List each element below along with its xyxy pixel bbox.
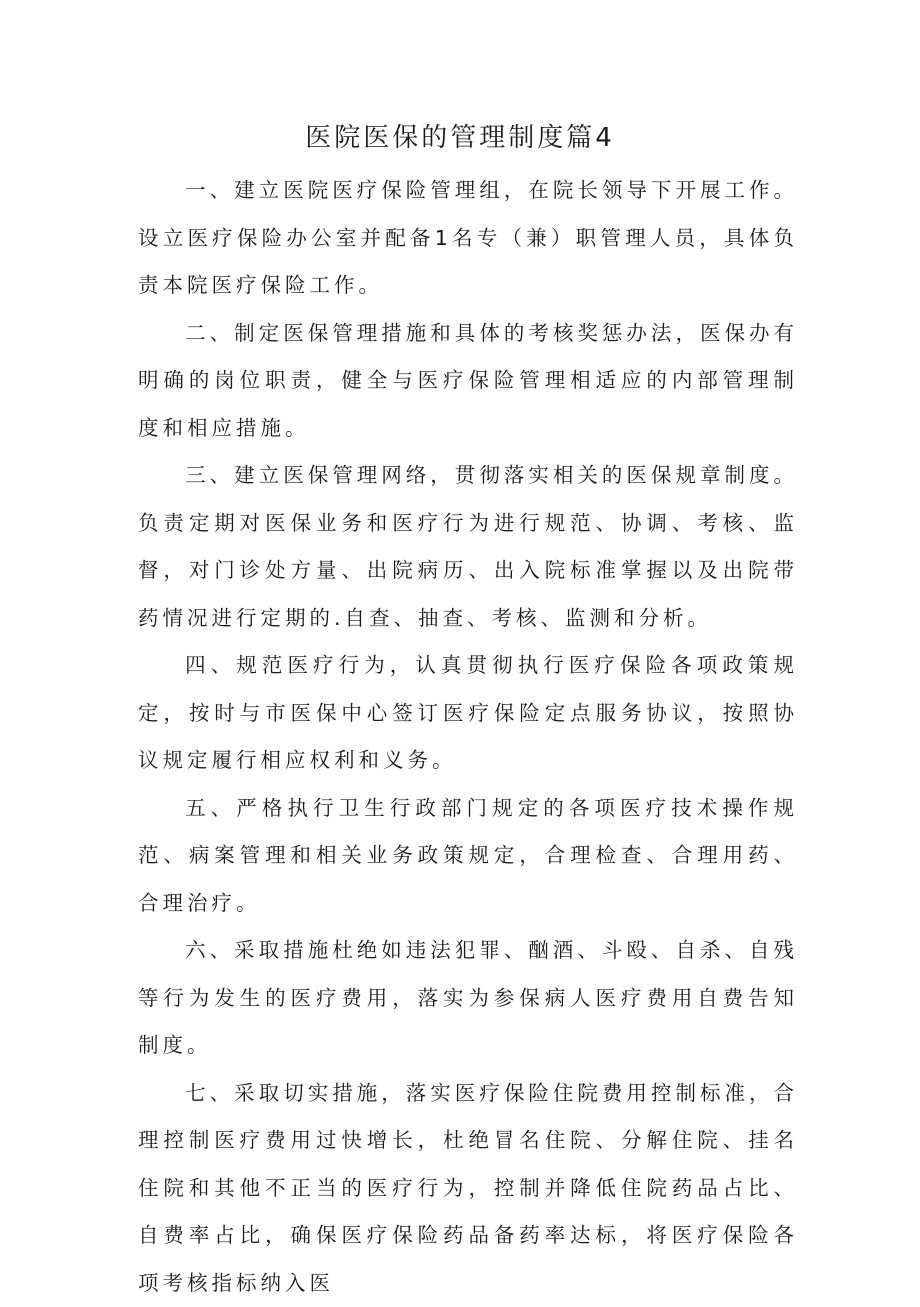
paragraph-1: 一、建立医院医疗保险管理组，在院长领导下开展工作。设立医疗保险办公室并配备1名专（兼）职管理人员，具体负责本院医疗保险工作。 [138, 167, 798, 310]
document-title: 医院医保的管理制度篇4 [0, 118, 920, 158]
document-body [138, 167, 798, 1307]
paragraph-7: 七、采取切实措施，落实医疗保险住院费用控制标准，合理控制医疗费用过快增长，杜绝冒名住院、分解住院、挂名住院和其他不正当的医疗行为，控制并降低住院药品占比、自费率占比，确保医疗保险药品备药率达标，将医疗保险各项考核指标纳入医 [138, 1070, 798, 1307]
paragraph-5: 五、严格执行卫生行政部门规定的各项医疗技术操作规范、病案管理和相关业务政策规定，合理检查、合理用药、合理治疗。 [138, 785, 798, 928]
paragraph-3: 三、建立医保管理网络，贯彻落实相关的医保规章制度。负责定期对医保业务和医疗行为进行规范、协调、考核、监督，对门诊处方量、出院病历、出入院标准掌握以及出院带药情况进行定期的.自查、抽查、考核、监测和分析。 [138, 452, 798, 642]
paragraph-4: 四、规范医疗行为，认真贯彻执行医疗保险各项政策规定，按时与市医保中心签订医疗保险定点服务协议，按照协议规定履行相应权利和义务。 [138, 642, 798, 785]
paragraph-2: 二、制定医保管理措施和具体的考核奖惩办法，医保办有明确的岗位职责，健全与医疗保险管理相适应的内部管理制度和相应措施。 [138, 310, 798, 453]
paragraph-6: 六、采取措施杜绝如违法犯罪、酗酒、斗殴、自杀、自残等行为发生的医疗费用，落实为参保病人医疗费用自费告知制度。 [138, 927, 798, 1070]
